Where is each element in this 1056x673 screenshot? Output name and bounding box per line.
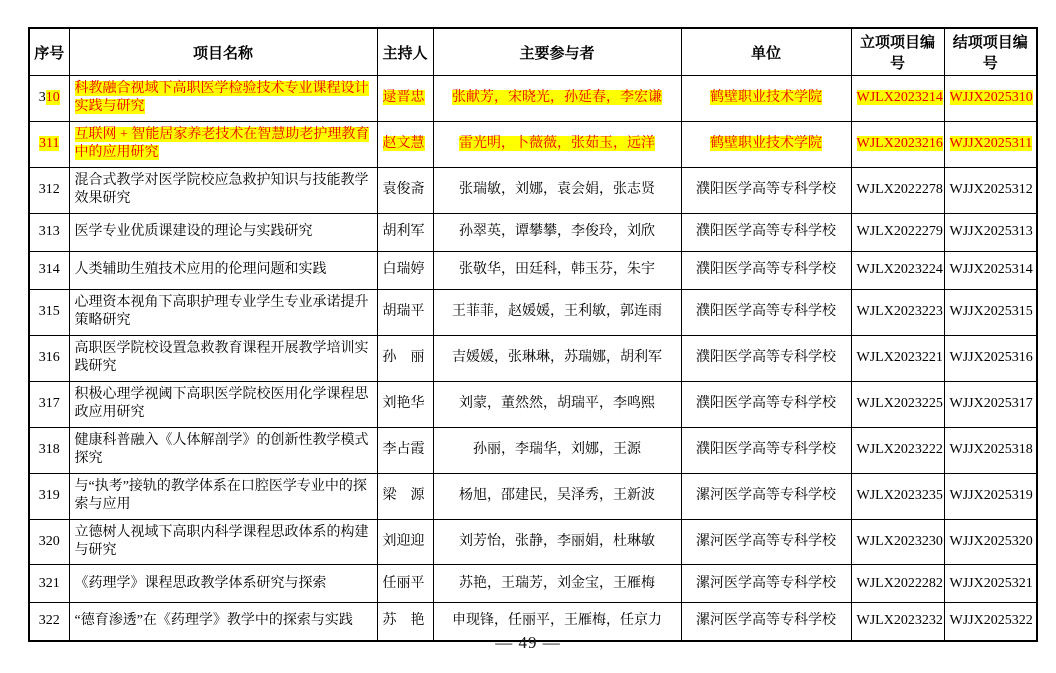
unit-name-text: 濮阳医学高等专科学校 xyxy=(696,262,836,278)
approval-code-text: WJLX2023223 xyxy=(856,304,943,320)
table-row xyxy=(29,76,1037,122)
table-row xyxy=(29,213,1037,251)
leader-name-text: 李占霞 xyxy=(382,441,425,457)
seq-cell xyxy=(29,213,69,251)
unit-name-text: 濮阳医学高等专科学校 xyxy=(696,182,836,198)
unit-name xyxy=(681,121,851,167)
approval-code xyxy=(851,76,944,122)
column-header: 主持人 xyxy=(377,28,433,76)
approval-code xyxy=(851,213,944,251)
participants xyxy=(433,565,681,603)
unit-name-text: 漯河医学高等专科学校 xyxy=(696,533,836,549)
leader-name-text: 刘艳华 xyxy=(382,395,425,411)
leader-name xyxy=(377,289,433,335)
completion-code-text: WJJX2025319 xyxy=(949,487,1033,503)
completion-code-text: WJJX2025315 xyxy=(949,304,1033,320)
project-title xyxy=(69,565,377,603)
seq-plain: 313 xyxy=(38,224,60,240)
completion-code xyxy=(944,381,1037,427)
unit-name xyxy=(681,565,851,603)
project-title-text: 混合式教学对医学院校应急救护知识与技能教学效果研究 xyxy=(74,172,369,207)
seq-plain: 3 xyxy=(38,90,46,106)
participants-text: 刘芳怡，张静，李丽娟，杜琳敏 xyxy=(459,533,655,549)
completion-code xyxy=(944,76,1037,122)
leader-name-text: 赵文慧 xyxy=(382,136,425,152)
unit-name xyxy=(681,251,851,289)
leader-name xyxy=(377,121,433,167)
approval-code-text: WJLX2022279 xyxy=(856,224,943,240)
leader-name-text: 梁 源 xyxy=(382,487,425,503)
project-title-text: 高职医学院校设置急救教育课程开展教学培训实践研究 xyxy=(74,340,369,375)
seq-plain: 315 xyxy=(38,304,60,320)
approval-code-text: WJLX2022278 xyxy=(856,182,943,198)
table-row xyxy=(29,251,1037,289)
completion-code xyxy=(944,473,1037,519)
seq-cell xyxy=(29,121,69,167)
seq-plain: 320 xyxy=(38,533,60,549)
participants-text: 雷光明，卜薇薇，张茹玉，远洋 xyxy=(459,136,655,152)
project-title-text: 互联网 + 智能居家养老技术在智慧助老护理教育中的应用研究 xyxy=(74,126,370,161)
project-title-text: “德育渗透”在《药理学》教学中的探索与实践 xyxy=(74,613,353,629)
completion-code xyxy=(944,167,1037,213)
table-header-row xyxy=(29,28,1037,76)
participants-text: 苏艳，王瑞芳，刘金宝，王雁梅 xyxy=(459,575,655,591)
completion-code-text: WJJX2025321 xyxy=(949,575,1033,591)
completion-code-text: WJJX2025311 xyxy=(949,136,1033,152)
participants xyxy=(433,473,681,519)
project-title xyxy=(69,76,377,122)
approval-code-text: WJLX2023230 xyxy=(856,533,943,549)
seq-cell xyxy=(29,167,69,213)
participants xyxy=(433,289,681,335)
project-title-text: 立德树人视域下高职内科学课程思政体系的构建与研究 xyxy=(74,524,369,558)
column-header: 单位 xyxy=(681,28,851,76)
approval-code xyxy=(851,335,944,381)
unit-name-text: 漯河医学高等专科学校 xyxy=(696,487,836,503)
unit-name-text: 濮阳医学高等专科学校 xyxy=(696,441,836,457)
participants xyxy=(433,251,681,289)
approval-code-text: WJLX2023221 xyxy=(856,349,943,365)
completion-code-text: WJJX2025313 xyxy=(949,224,1033,240)
approval-code xyxy=(851,289,944,335)
project-title-text: 心理资本视角下高职护理专业学生专业承诺提升策略研究 xyxy=(74,294,369,329)
seq-plain: 321 xyxy=(38,575,60,591)
approval-code xyxy=(851,167,944,213)
approval-code-text: WJLX2023235 xyxy=(856,487,943,503)
unit-name xyxy=(681,213,851,251)
unit-name-text: 漯河医学高等专科学校 xyxy=(696,575,836,591)
leader-name xyxy=(377,427,433,473)
seq-plain: 314 xyxy=(38,262,60,278)
project-title-text: 健康科普融入《人体解剖学》的创新性教学模式探究 xyxy=(74,432,369,467)
participants xyxy=(433,427,681,473)
page-number: — 49 — xyxy=(495,633,561,652)
leader-name xyxy=(377,167,433,213)
approval-code xyxy=(851,473,944,519)
unit-name-text: 鹤壁职业技术学院 xyxy=(710,90,822,106)
seq-plain: 322 xyxy=(38,613,60,629)
seq-cell xyxy=(29,519,69,565)
participants-text: 申现锋，任丽平，王雁梅，任京力 xyxy=(452,613,662,629)
leader-name xyxy=(377,76,433,122)
unit-name-text: 濮阳医学高等专科学校 xyxy=(696,395,836,411)
seq-plain: 312 xyxy=(38,182,60,198)
column-header: 结项项目编号 xyxy=(944,28,1037,76)
completion-code-text: WJJX2025318 xyxy=(949,441,1033,457)
completion-code-text: WJJX2025314 xyxy=(949,262,1033,278)
unit-name xyxy=(681,76,851,122)
leader-name-text: 白瑞婷 xyxy=(382,262,425,278)
participants xyxy=(433,381,681,427)
unit-name xyxy=(681,335,851,381)
completion-code-text: WJJX2025317 xyxy=(949,395,1033,411)
completion-code xyxy=(944,213,1037,251)
participants xyxy=(433,335,681,381)
table-row xyxy=(29,381,1037,427)
participants xyxy=(433,167,681,213)
leader-name-text: 胡瑞平 xyxy=(382,304,425,320)
leader-name-text: 胡利军 xyxy=(382,224,425,240)
completion-code-text: WJJX2025310 xyxy=(949,90,1033,106)
participants-text: 杨旭，邵建民，吴泽秀，王新波 xyxy=(459,487,655,503)
leader-name-text: 袁俊斋 xyxy=(382,182,425,198)
leader-name xyxy=(377,473,433,519)
project-title xyxy=(69,213,377,251)
leader-name-text: 苏 艳 xyxy=(382,613,425,629)
project-title-text: 医学专业优质课建设的理论与实践研究 xyxy=(74,224,313,240)
approval-code xyxy=(851,427,944,473)
table-row xyxy=(29,565,1037,603)
seq-cell xyxy=(29,381,69,427)
seq-cell xyxy=(29,335,69,381)
participants-text: 张敬华，田廷科，韩玉芬，朱宇 xyxy=(459,262,655,278)
unit-name xyxy=(681,519,851,565)
participants-text: 吉媛媛，张琳琳，苏瑞娜，胡利军 xyxy=(452,349,662,365)
approval-code-text: WJLX2023214 xyxy=(856,90,943,106)
leader-name xyxy=(377,519,433,565)
seq-cell xyxy=(29,251,69,289)
completion-code xyxy=(944,251,1037,289)
participants xyxy=(433,213,681,251)
seq-plain: 316 xyxy=(38,349,60,365)
approval-code-text: WJLX2022282 xyxy=(856,575,943,591)
leader-name-text: 逯晋忠 xyxy=(382,90,425,106)
seq-plain: 319 xyxy=(38,487,60,503)
column-header: 立项项目编号 xyxy=(851,28,944,76)
completion-code xyxy=(944,289,1037,335)
completion-code xyxy=(944,427,1037,473)
unit-name xyxy=(681,289,851,335)
leader-name xyxy=(377,335,433,381)
participants-text: 孙翠英，谭攀攀，李俊玲，刘欣 xyxy=(459,224,655,240)
participants-text: 张瑞敏，刘娜，袁会娟，张志贤 xyxy=(459,182,655,198)
leader-name-text: 刘迎迎 xyxy=(382,533,425,549)
participants-text: 王菲菲，赵媛媛，王利敏，郭连雨 xyxy=(452,304,662,320)
seq-plain: 317 xyxy=(38,395,60,411)
seq-cell xyxy=(29,473,69,519)
approval-code-text: WJLX2023224 xyxy=(856,262,943,278)
project-title xyxy=(69,335,377,381)
leader-name xyxy=(377,213,433,251)
unit-name xyxy=(681,381,851,427)
completion-code xyxy=(944,565,1037,603)
table-row xyxy=(29,335,1037,381)
table-row xyxy=(29,121,1037,167)
completion-code xyxy=(944,121,1037,167)
leader-name xyxy=(377,565,433,603)
seq-marked: 10 xyxy=(45,90,60,106)
project-title xyxy=(69,251,377,289)
unit-name-text: 濮阳医学高等专科学校 xyxy=(696,349,836,365)
project-title xyxy=(69,289,377,335)
leader-name-text: 任丽平 xyxy=(382,575,425,591)
unit-name xyxy=(681,167,851,213)
completion-code xyxy=(944,519,1037,565)
approval-code xyxy=(851,251,944,289)
project-title-text: 人类辅助生殖技术应用的伦理问题和实践 xyxy=(74,262,327,278)
seq-marked: 311 xyxy=(39,136,60,152)
approval-code xyxy=(851,519,944,565)
project-title xyxy=(69,473,377,519)
unit-name xyxy=(681,473,851,519)
seq-plain: 318 xyxy=(38,441,60,457)
unit-name-text: 漯河医学高等专科学校 xyxy=(696,613,836,629)
approval-code-text: WJLX2023216 xyxy=(856,136,943,152)
leader-name-text: 孙 丽 xyxy=(382,349,425,365)
unit-name-text: 鹤壁职业技术学院 xyxy=(710,136,822,152)
projects-table xyxy=(28,27,1038,642)
participants xyxy=(433,519,681,565)
unit-name-text: 濮阳医学高等专科学校 xyxy=(696,304,836,320)
approval-code-text: WJLX2023222 xyxy=(856,441,943,457)
approval-code-text: WJLX2023232 xyxy=(856,613,943,629)
participants xyxy=(433,121,681,167)
seq-cell xyxy=(29,565,69,603)
project-title-text: 与“执考”接轨的教学体系在口腔医学专业中的探索与应用 xyxy=(74,478,367,513)
participants-text: 张献芳，宋晓光，孙延春，李宏谦 xyxy=(452,90,662,106)
table-body xyxy=(29,76,1037,641)
project-title xyxy=(69,167,377,213)
approval-code xyxy=(851,121,944,167)
completion-code xyxy=(944,335,1037,381)
seq-cell xyxy=(29,427,69,473)
project-title xyxy=(69,381,377,427)
completion-code-text: WJJX2025316 xyxy=(949,349,1033,365)
unit-name-text: 濮阳医学高等专科学校 xyxy=(696,224,836,240)
completion-code-text: WJJX2025322 xyxy=(949,613,1033,629)
approval-code xyxy=(851,565,944,603)
column-header: 项目名称 xyxy=(69,28,377,76)
project-title-text: 积极心理学视阈下高职医学院校医用化学课程思政应用研究 xyxy=(74,386,369,421)
approval-code xyxy=(851,381,944,427)
seq-cell xyxy=(29,76,69,122)
column-header: 主要参与者 xyxy=(433,28,681,76)
leader-name xyxy=(377,251,433,289)
project-title xyxy=(69,427,377,473)
table-row xyxy=(29,427,1037,473)
participants xyxy=(433,76,681,122)
seq-cell xyxy=(29,289,69,335)
unit-name xyxy=(681,427,851,473)
approval-code-text: WJLX2023225 xyxy=(856,395,943,411)
participants-text: 刘蒙，董然然，胡瑞平，李鸣熙 xyxy=(459,395,655,411)
table-row xyxy=(29,519,1037,565)
column-header: 序号 xyxy=(29,28,69,76)
project-title-text: 《药理学》课程思政教学体系研究与探索 xyxy=(74,575,327,591)
project-title xyxy=(69,121,377,167)
leader-name xyxy=(377,381,433,427)
table-row xyxy=(29,167,1037,213)
table-row xyxy=(29,473,1037,519)
table-row xyxy=(29,289,1037,335)
completion-code-text: WJJX2025312 xyxy=(949,182,1033,198)
participants-text: 孙丽，李瑞华，刘娜，王源 xyxy=(473,441,641,457)
project-title xyxy=(69,519,377,565)
completion-code-text: WJJX2025320 xyxy=(949,533,1033,549)
project-title-text: 科教融合视域下高职医学检验技术专业课程设计实践与研究 xyxy=(74,81,369,115)
